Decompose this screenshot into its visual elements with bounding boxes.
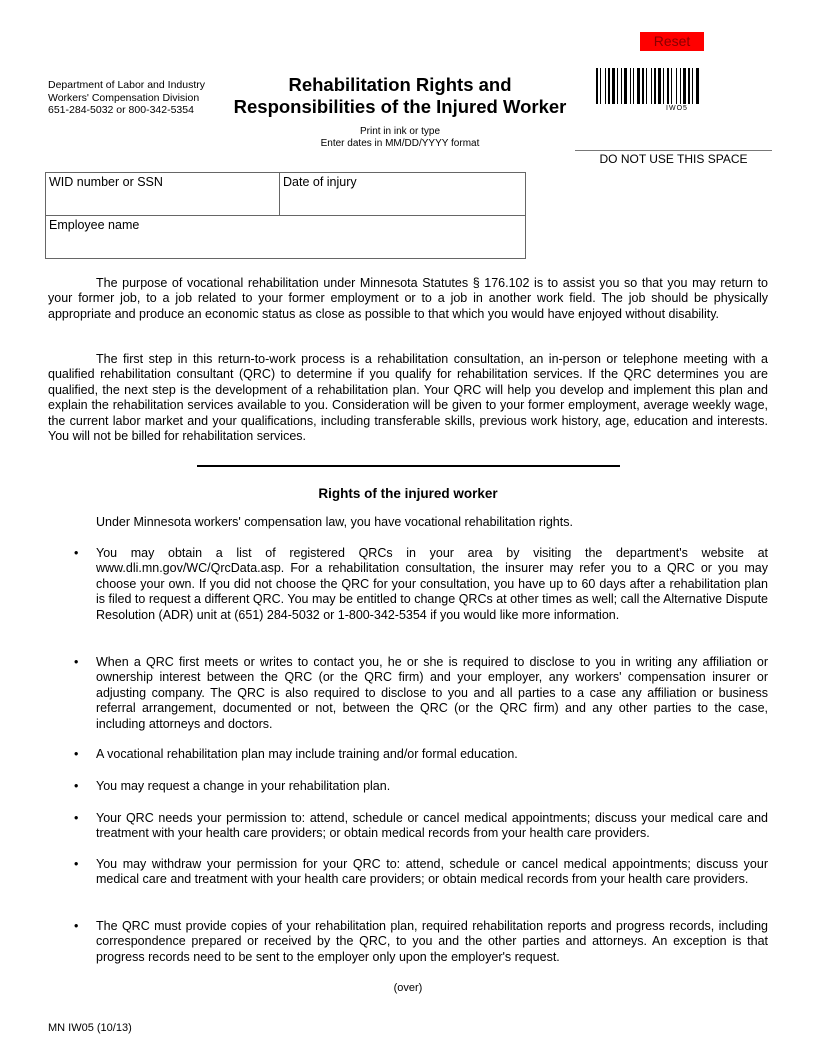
dept-line: Workers' Compensation Division [48, 91, 200, 104]
form-number: MN IW05 (10/13) [48, 1022, 132, 1034]
barcode [596, 68, 758, 104]
barcode-bar [596, 68, 598, 104]
list-item-text: You may withdraw your permission for your QRC to: attend, schedule or cancel medical appointments; discuss your medical care and treatment with your health care providers; or obtain medical records from your health care providers. [96, 857, 768, 887]
barcode-label: IWO5 [666, 105, 688, 112]
wid-label: WID number or SSN [49, 175, 163, 189]
do-not-use-space: DO NOT USE THIS SPACE [575, 150, 772, 166]
rights-intro: Under Minnesota workers' compensation law, you have vocational rehabilitation rights. [96, 515, 573, 529]
title-line: Responsibilities of the Injured Worker [233, 96, 567, 117]
date-of-injury-label: Date of injury [283, 175, 357, 189]
barcode-bar [671, 68, 672, 104]
barcode-bar [696, 68, 699, 104]
bullet-icon: • [74, 857, 79, 871]
barcode-bar [667, 68, 669, 104]
barcode-bar [630, 68, 631, 104]
barcode-bar [646, 68, 647, 104]
list-item [74, 919, 768, 965]
bullet-icon: • [74, 546, 79, 560]
first-step-paragraph: The first step in this return-to-work process is a rehabilitation consultation, an in-person or telephone meeting with a qualified rehabilitation consultant (QRC) to determine if you qualify for rehabilitation services. If the QRC determines you are qualified, the next step is the development of a rehabilitation plan. Your QRC will help you develop and implement this plan and explain the rehabilitation services available to you. Consideration will be given to your former employment, average weekly wage, the current labor market and your qualifications, including transferable skills, previous work history, age, education and interests. You will not be billed for rehabilitation services. [48, 352, 768, 444]
list-item-text: A vocational rehabilitation plan may include training and/or formal education. [96, 747, 518, 761]
barcode-bar [608, 68, 610, 104]
employee-name-field[interactable] [46, 216, 525, 258]
bullet-icon: • [74, 779, 79, 793]
dept-line: 651-284-5032 or 800-342-5354 [48, 104, 194, 116]
list-item-text: You may request a change in your rehabilitation plan. [96, 779, 391, 793]
list-item [74, 747, 768, 762]
barcode-bar [617, 68, 618, 104]
instruction-line: Print in ink or type [359, 126, 441, 137]
barcode-bar [605, 68, 606, 104]
date-of-injury-field[interactable] [280, 173, 525, 216]
list-item-text: When a QRC first meets or writes to contact you, he or she is required to disclose to you in writing any affiliation or ownership interest between the QRC (or the QRC firm) and your employer, any workers' compensation insurer or adjusting company. The QRC is also required to disclose to you and all parties to a case any affiliation or business referral arrangement, documented or not, between the QRC (or the QRC firm) and any other parties to the case, including attorneys and doctors. [96, 655, 768, 731]
employee-name-label: Employee name [49, 218, 140, 232]
barcode-bar [688, 68, 690, 104]
barcode-bar [651, 68, 652, 104]
list-item [74, 546, 768, 623]
bullet-icon: • [74, 747, 79, 761]
divider [197, 465, 620, 467]
barcode-bar [637, 68, 640, 104]
purpose-paragraph: The purpose of vocational rehabilitation under Minnesota Statutes § 176.102 is to assist you so that you may return to your former job, to a job related to your former employment or to a job in another work field. The job should be physically appropriate and produce an economic status as close as possible to that which you would have enjoyed without disability. [48, 276, 768, 321]
over-note: (over) [393, 982, 423, 994]
wid-field[interactable] [46, 173, 280, 216]
barcode-bar [680, 68, 681, 104]
barcode-bar [654, 68, 656, 104]
list-item [74, 655, 768, 732]
list-item-text: You may obtain a list of registered QRCs in your area by visiting the department's website at www.dli.mn.gov/WC/QrcData.asp. For a rehabilitation consultation, the insurer may refer you to a QRC or you may choose your own. If you did not choose the QRC for your consultation, you have up to 60 days after a rehabilitation plan is filed to request a different QRC. You may be entitled to change QRCs at other times as well; call the Alternative Dispute Resolution (ADR) unit at (651) 284-5032 or 1-800-342-5354 if you would like more information. [96, 546, 768, 622]
barcode-bar [612, 68, 615, 104]
list-item [74, 779, 768, 794]
bullet-icon: • [74, 811, 79, 825]
barcode-bar [624, 68, 627, 104]
instructions [280, 126, 520, 150]
barcode-bar [663, 68, 664, 104]
title-line: Rehabilitation Rights and [288, 74, 512, 95]
barcode-bar [676, 68, 677, 104]
rights-heading: Rights of the injured worker [318, 486, 498, 501]
page-title [220, 74, 580, 118]
barcode-bar [621, 68, 622, 104]
list-item [74, 811, 768, 842]
barcode-bar [692, 68, 693, 104]
list-item-text: Your QRC needs your permission to: attend, schedule or cancel medical appointments; discuss your medical care and treatment with your health care providers; or obtain medical records from your health care providers. [96, 811, 768, 841]
reset-button[interactable]: Reset [640, 32, 704, 51]
bullet-icon: • [74, 919, 79, 933]
list-item-text: The QRC must provide copies of your rehabilitation plan, required rehabilitation reports and progress records, including correspondence prepared or received by the QRC, to you and the other parties and attorneys. An exception is that progress records need to be sent to the employer only upon the employer's request. [96, 919, 768, 964]
department-info [48, 79, 205, 117]
barcode-bar [633, 68, 634, 104]
barcode-bar [658, 68, 661, 104]
list-item [74, 857, 768, 888]
barcode-bar [600, 68, 601, 104]
bullet-icon: • [74, 655, 79, 669]
dept-line: Department of Labor and Industry [48, 79, 206, 91]
instruction-line: Enter dates in MM/DD/YYYY format [320, 138, 480, 149]
barcode-bar [642, 68, 644, 104]
employee-info-form [45, 172, 526, 259]
barcode-bar [683, 68, 686, 104]
